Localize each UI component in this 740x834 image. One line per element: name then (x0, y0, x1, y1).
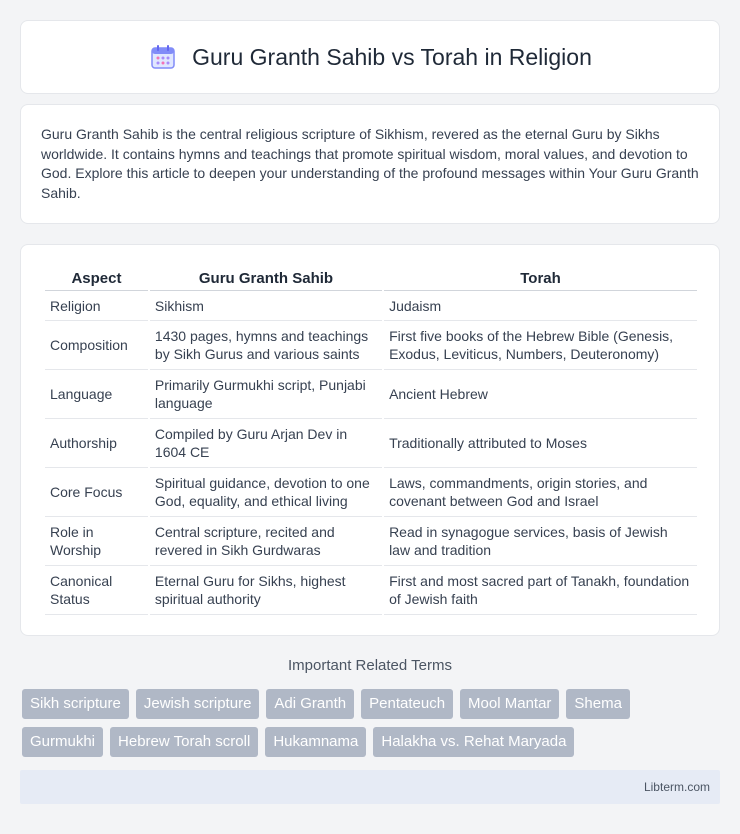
page-title: Guru Granth Sahib vs Torah in Religion (192, 43, 592, 70)
table-row (45, 468, 697, 517)
row-aspect: Canonical Status (45, 566, 148, 615)
table-row (45, 517, 697, 566)
row-aspect: Language (45, 370, 148, 419)
row-aspect: Core Focus (45, 468, 148, 517)
row-guru-granth-sahib-value: 1430 pages, hymns and teachings by Sikh Gurus and various saints (150, 321, 382, 370)
row-guru-granth-sahib-value: Sikhism (150, 291, 382, 321)
tag-sikh-scripture[interactable]: Sikh scripture (22, 689, 129, 719)
row-aspect: Authorship (45, 419, 148, 468)
footer (20, 770, 720, 804)
row-torah-value: First and most sacred part of Tanakh, foundation of Jewish faith (384, 566, 697, 615)
tag-adi-granth[interactable]: Adi Granth (266, 689, 354, 719)
column-header-torah: Torah (384, 265, 697, 291)
tag-hukamnama[interactable]: Hukamnama (265, 727, 366, 757)
tag-row (22, 727, 722, 757)
column-header-guru-granth-sahib: Guru Granth Sahib (150, 265, 382, 291)
tag-row (22, 689, 722, 719)
row-torah-value: Judaism (384, 291, 697, 321)
table-row (45, 419, 697, 468)
row-aspect: Role in Worship (45, 517, 148, 566)
row-torah-value: Read in synagogue services, basis of Jewish law and tradition (384, 517, 697, 566)
calendar-icon (148, 42, 178, 72)
column-header-aspect: Aspect (45, 265, 148, 291)
related-terms-title: Important Related Terms (288, 657, 452, 674)
table-row (45, 370, 697, 419)
related-terms-tags (22, 689, 722, 765)
row-torah-value: Ancient Hebrew (384, 370, 697, 419)
comparison-table (43, 265, 699, 615)
row-aspect: Composition (45, 321, 148, 370)
row-torah-value: First five books of the Hebrew Bible (Genesis, Exodus, Leviticus, Numbers, Deuteronomy) (384, 321, 697, 370)
intro-text: Guru Granth Sahib is the central religious scripture of Sikhism, revered as the eternal Guru by Sikhs worldwide. It contains hymns and teachings that promote spiritual wisdom, moral values, and devotion to God. Explore this article to deepen your understanding of the profound messages within Your Guru Granth Sahib. (41, 126, 699, 201)
tag-jewish-scripture[interactable]: Jewish scripture (136, 689, 260, 719)
row-guru-granth-sahib-value: Eternal Guru for Sikhs, highest spiritual authority (150, 566, 382, 615)
header-card (20, 20, 720, 94)
table-row (45, 291, 697, 321)
tag-mool-mantar[interactable]: Mool Mantar (460, 689, 559, 719)
tag-shema[interactable]: Shema (566, 689, 630, 719)
row-aspect: Religion (45, 291, 148, 321)
row-torah-value: Traditionally attributed to Moses (384, 419, 697, 468)
row-torah-value: Laws, commandments, origin stories, and covenant between God and Israel (384, 468, 697, 517)
title-wrap (148, 42, 592, 72)
table-row (45, 566, 697, 615)
row-guru-granth-sahib-value: Spiritual guidance, devotion to one God, equality, and ethical living (150, 468, 382, 517)
tag-halakha-vs-rehat-maryada[interactable]: Halakha vs. Rehat Maryada (373, 727, 574, 757)
comparison-table-card (20, 244, 720, 636)
tag-hebrew-torah-scroll[interactable]: Hebrew Torah scroll (110, 727, 258, 757)
row-guru-granth-sahib-value: Compiled by Guru Arjan Dev in 1604 CE (150, 419, 382, 468)
footer-site-link[interactable]: Libterm.com (643, 780, 710, 794)
table-header-row (45, 265, 697, 291)
row-guru-granth-sahib-value: Central scripture, recited and revered in Sikh Gurdwaras (150, 517, 382, 566)
table-row (45, 321, 697, 370)
intro-card (20, 104, 720, 224)
tag-pentateuch[interactable]: Pentateuch (361, 689, 453, 719)
tag-gurmukhi[interactable]: Gurmukhi (22, 727, 103, 757)
row-guru-granth-sahib-value: Primarily Gurmukhi script, Punjabi language (150, 370, 382, 419)
